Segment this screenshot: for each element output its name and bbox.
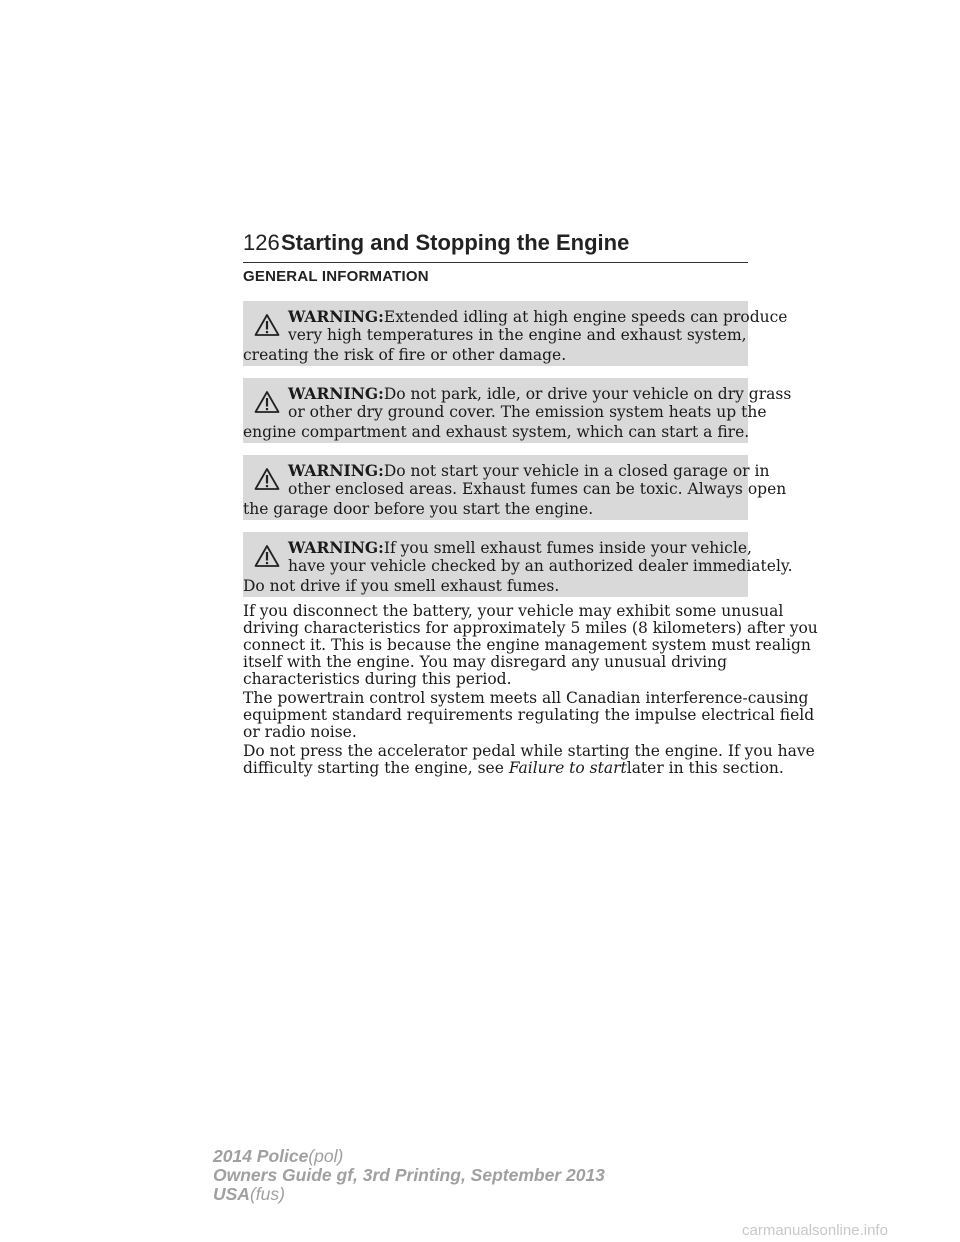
paragraph-line: Do not press the accelerator pedal while starting the engine. If you have <box>243 742 815 760</box>
paragraph-powertrain <box>243 689 815 741</box>
warning-text <box>243 537 793 597</box>
page-number: 126 <box>243 230 280 255</box>
warning-triangle-icon <box>254 544 280 568</box>
paragraph-line: or radio noise. <box>243 723 357 741</box>
warning-line: Extended idling at high engine speeds can produce <box>383 308 788 326</box>
warning-triangle-icon <box>254 390 280 414</box>
warning-box <box>243 455 787 520</box>
warning-box <box>243 378 792 443</box>
paragraph-line: connect it. This is because the engine management system must realign <box>243 636 811 654</box>
warning-box <box>243 301 788 366</box>
paragraph-line <box>243 759 784 777</box>
warning-line: Do not start your vehicle in a closed garage or in <box>383 462 770 480</box>
paragraph-accelerator <box>243 742 815 777</box>
paragraph-text: difficulty starting the engine, see <box>243 759 504 777</box>
paragraph-battery <box>243 602 818 688</box>
warning-line: have your vehicle checked by an authorized dealer immediately. <box>288 557 793 575</box>
paragraph-line: driving characteristics for approximately 5 miles (8 kilometers) after you <box>243 619 818 637</box>
paragraph-line: If you disconnect the battery, your vehicle may exhibit some unusual <box>243 602 784 620</box>
warning-text <box>243 306 788 366</box>
warning-line: If you smell exhaust fumes inside your vehicle, <box>383 539 752 557</box>
warning-line: Do not drive if you smell exhaust fumes. <box>243 577 560 595</box>
paragraph-line: equipment standard requirements regulating the impulse electrical field <box>243 706 815 724</box>
section-heading: GENERAL INFORMATION <box>243 268 429 285</box>
warning-triangle-icon <box>254 313 280 337</box>
warning-label: WARNING: <box>288 384 384 403</box>
warning-line: creating the risk of fire or other damage. <box>243 346 567 364</box>
paragraph-line: itself with the engine. You may disregard any unusual driving <box>243 653 728 671</box>
warning-text <box>243 460 787 520</box>
warning-label: WARNING: <box>288 538 384 557</box>
footer-model: 2014 Police <box>213 1146 309 1166</box>
paragraph-line: The powertrain control system meets all Canadian interference-causing <box>243 689 809 707</box>
warning-label: WARNING: <box>288 461 384 480</box>
warning-line: very high temperatures in the engine and exhaust system, <box>288 326 747 344</box>
warning-box <box>243 532 793 597</box>
warning-line: engine compartment and exhaust system, which can start a fire. <box>243 423 750 441</box>
warning-text <box>243 383 792 443</box>
warning-triangle-icon <box>254 467 280 491</box>
warning-line: the garage door before you start the engine. <box>243 500 594 518</box>
paragraph-text: later in this section. <box>626 759 784 777</box>
footer-market-code: (fus) <box>249 1184 285 1204</box>
warning-line: other enclosed areas. Exhaust fumes can be toxic. Always open <box>288 480 787 498</box>
warning-line: or other dry ground cover. The emission system heats up the <box>288 403 767 421</box>
paragraph-line: characteristics during this period. <box>243 670 512 688</box>
footer-market: USA <box>213 1184 250 1204</box>
warning-label: WARNING: <box>288 307 384 326</box>
footer-model-code: (pol) <box>308 1146 344 1166</box>
cross-reference-failure-to-start: Failure to start <box>508 759 627 777</box>
watermark: carmanualsonline.info <box>742 1222 888 1239</box>
footer <box>213 1147 605 1204</box>
footer-printing: Owners Guide gf, 3rd Printing, September 2013 <box>213 1165 605 1185</box>
chapter-title: Starting and Stopping the Engine <box>281 230 630 255</box>
page-header <box>243 228 748 263</box>
warning-line: Do not park, idle, or drive your vehicle on dry grass <box>383 385 792 403</box>
